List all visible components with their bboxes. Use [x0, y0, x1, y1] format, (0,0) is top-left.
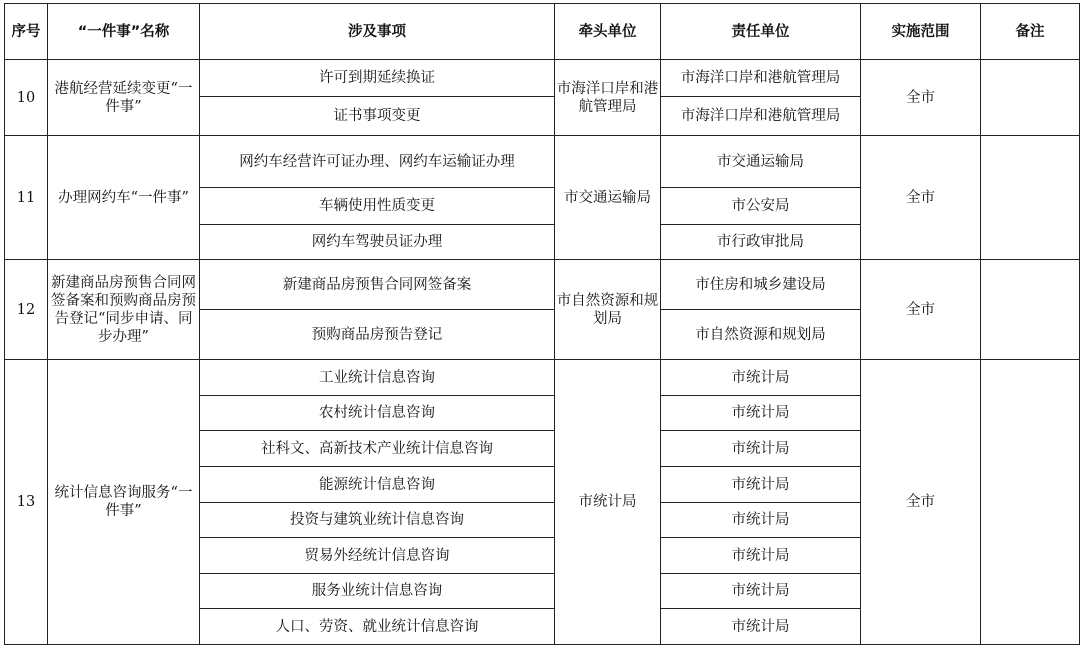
involved-item: 社科文、高新技术产业统计信息咨询 — [200, 431, 555, 467]
remark — [981, 60, 1080, 136]
header-lead: 牵头单位 — [555, 4, 661, 60]
header-resp: 责任单位 — [661, 4, 861, 60]
row-number: 11 — [5, 136, 48, 260]
responsible-unit: 市住房和城乡建设局 — [661, 260, 861, 310]
involved-item: 证书事项变更 — [200, 97, 555, 136]
header-no: 序号 — [5, 4, 48, 60]
table-row — [5, 260, 1080, 310]
row-number: 12 — [5, 260, 48, 360]
header-name: “一件事”名称 — [48, 4, 200, 60]
header-scope: 实施范围 — [861, 4, 981, 60]
responsible-unit: 市统计局 — [661, 538, 861, 574]
matter-name: 办理网约车“一件事” — [48, 136, 200, 260]
responsible-unit: 市统计局 — [661, 431, 861, 467]
table-row — [5, 360, 1080, 396]
matter-name: 港航经营延续变更“一件事” — [48, 60, 200, 136]
matter-name: 新建商品房预售合同网签备案和预购商品房预告登记“同步申请、同步办理” — [48, 260, 200, 360]
involved-item: 车辆使用性质变更 — [200, 188, 555, 225]
responsible-unit: 市行政审批局 — [661, 225, 861, 260]
table-row — [5, 136, 1080, 188]
matter-name: 统计信息咨询服务“一件事” — [48, 360, 200, 645]
responsible-unit: 市统计局 — [661, 467, 861, 503]
involved-item: 服务业统计信息咨询 — [200, 574, 555, 609]
responsible-unit: 市公安局 — [661, 188, 861, 225]
involved-item: 工业统计信息咨询 — [200, 360, 555, 396]
row-number: 13 — [5, 360, 48, 645]
involved-item: 新建商品房预售合同网签备案 — [200, 260, 555, 310]
matters-table — [4, 3, 1080, 645]
involved-item: 贸易外经统计信息咨询 — [200, 538, 555, 574]
involved-item: 能源统计信息咨询 — [200, 467, 555, 503]
responsible-unit: 市统计局 — [661, 609, 861, 645]
lead-unit: 市交通运输局 — [555, 136, 661, 260]
responsible-unit: 市自然资源和规划局 — [661, 310, 861, 360]
remark — [981, 136, 1080, 260]
remark — [981, 260, 1080, 360]
table-body — [5, 60, 1080, 645]
involved-item: 网约车驾驶员证办理 — [200, 225, 555, 260]
involved-item: 预购商品房预告登记 — [200, 310, 555, 360]
involved-item: 投资与建筑业统计信息咨询 — [200, 503, 555, 538]
lead-unit: 市海洋口岸和港航管理局 — [555, 60, 661, 136]
lead-unit: 市自然资源和规划局 — [555, 260, 661, 360]
scope: 全市 — [861, 360, 981, 645]
responsible-unit: 市海洋口岸和港航管理局 — [661, 97, 861, 136]
responsible-unit: 市统计局 — [661, 396, 861, 431]
responsible-unit: 市交通运输局 — [661, 136, 861, 188]
responsible-unit: 市海洋口岸和港航管理局 — [661, 60, 861, 97]
involved-item: 农村统计信息咨询 — [200, 396, 555, 431]
header-items: 涉及事项 — [200, 4, 555, 60]
scope: 全市 — [861, 60, 981, 136]
responsible-unit: 市统计局 — [661, 503, 861, 538]
scope: 全市 — [861, 260, 981, 360]
row-number: 10 — [5, 60, 48, 136]
responsible-unit: 市统计局 — [661, 574, 861, 609]
table-row — [5, 60, 1080, 97]
involved-item: 网约车经营许可证办理、网约车运输证办理 — [200, 136, 555, 188]
header-remark: 备注 — [981, 4, 1080, 60]
header-row — [5, 4, 1080, 60]
responsible-unit: 市统计局 — [661, 360, 861, 396]
involved-item: 人口、劳资、就业统计信息咨询 — [200, 609, 555, 645]
remark — [981, 360, 1080, 645]
scope: 全市 — [861, 136, 981, 260]
involved-item: 许可到期延续换证 — [200, 60, 555, 97]
lead-unit: 市统计局 — [555, 360, 661, 645]
